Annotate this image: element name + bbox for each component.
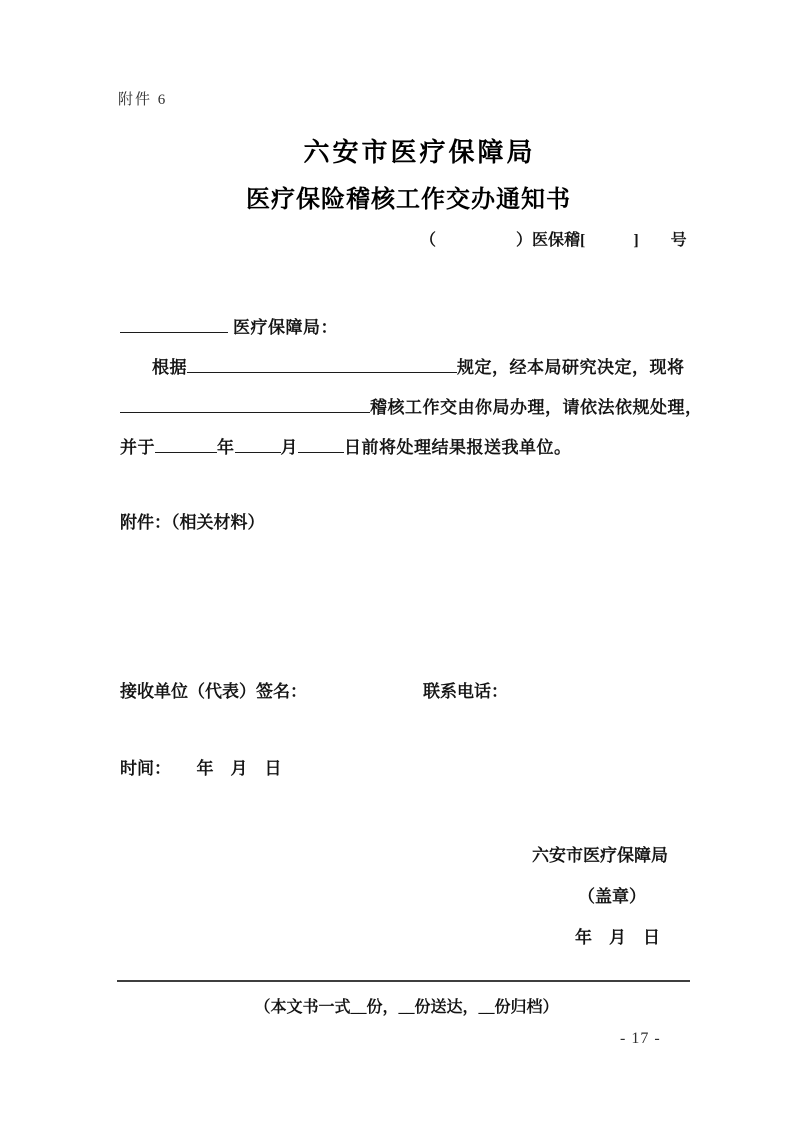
document-number-line: （ ）医保稽[ ] 号 bbox=[420, 232, 687, 249]
work-line bbox=[120, 394, 703, 420]
blank-work-subject bbox=[120, 394, 370, 413]
time-line: 时间： 年 月 日 bbox=[120, 759, 282, 778]
deadline-prefix-text: 并于 bbox=[120, 438, 155, 457]
signature-date-line: 年 月 日 bbox=[575, 928, 660, 947]
blank-year bbox=[155, 434, 217, 453]
deadline-line bbox=[120, 434, 693, 460]
basis-suffix-text: 规定，经本局研究决定，现将 bbox=[457, 358, 685, 377]
attachment-label: 附件 6 bbox=[118, 92, 168, 108]
receive-sign-label: 接收单位（代表）签名： bbox=[120, 682, 307, 701]
work-suffix-text: 稽核工作交由你局办理，请依法依规处理， bbox=[370, 398, 703, 417]
contact-phone-label: 联系电话： bbox=[423, 682, 508, 701]
blank-basis bbox=[187, 354, 457, 373]
footer-divider bbox=[117, 980, 690, 982]
attachment-note: 附件：（相关材料） bbox=[120, 513, 265, 532]
salutation-line bbox=[120, 314, 693, 340]
deadline-suffix-text: 日前将处理结果报送我单位。 bbox=[344, 438, 572, 457]
salutation-text: 医疗保障局： bbox=[233, 318, 338, 337]
blank-bureau-name bbox=[120, 314, 228, 333]
blank-day bbox=[298, 434, 344, 453]
signature-organization: 六安市医疗保障局 bbox=[532, 846, 668, 865]
basis-prefix-text: 根据 bbox=[152, 358, 187, 377]
blank-month bbox=[235, 434, 281, 453]
footer-copies-note: （本文书一式__份，__份送达，__份归档） bbox=[254, 999, 559, 1016]
month-label: 月 bbox=[280, 438, 298, 457]
signature-seal-label: （盖章） bbox=[578, 887, 646, 906]
organization-title: 六安市医疗保障局 bbox=[303, 138, 536, 167]
page-number: - 17 - bbox=[620, 1030, 661, 1047]
document-title: 医疗保险稽核工作交办通知书 bbox=[246, 187, 571, 213]
year-label: 年 bbox=[217, 438, 235, 457]
basis-line bbox=[120, 354, 693, 380]
